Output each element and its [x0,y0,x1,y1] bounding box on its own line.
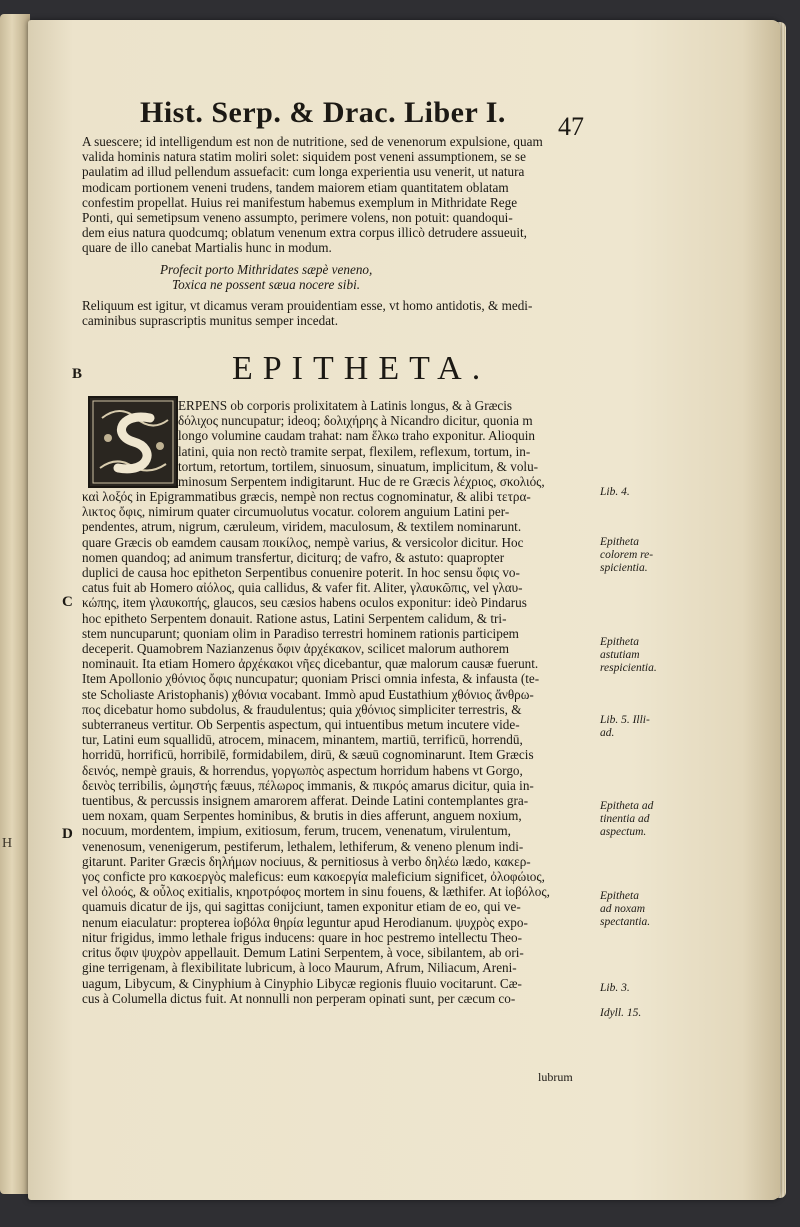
margin-note-line: Lib. 5. Illi- [600,714,650,726]
catchword: lubrum [538,1070,573,1084]
previous-page-edge [0,14,30,1194]
text-line: tuentibus, & percussis insignem amarorem afferat. Deinde Latini contemplantes gra- [82,793,529,809]
text-line: ste Scholiaste Aristophanis) χθόνια vocabant. Immò apud Eustathium χθόνιος ἄνθρω- [82,686,534,702]
text-line: κώπης, item γλαυκοπής, glaucos, seu cæsios habens oculos exponitur: ideò Pindarus [82,595,527,611]
margin-note-aspectum [600,800,670,839]
margin-note-line: Epitheta [600,536,639,548]
margin-note-line: ad. [600,727,615,739]
text-line: δεινὸς terribilis, ὠμηστής fæuus, πέλωρος immanis, & πικρός amarus dicitur, quia in- [82,777,534,793]
text-line: A suescere; id intelligendum est non de nutritione, sed de venenorum expulsione, quam [82,134,543,149]
margin-note-lib3 [600,982,670,1020]
decorated-initial-s [88,396,178,488]
text-line: uagum, Libycum, & Cinyphium à Cinyphio Libycæ regionis fluuio vocitarunt. Cæ- [82,975,522,991]
text-line: deceperit. Quamobrem Nazianzenus ὄφιν ἀρχέκακον, scilicet malorum authorem [82,641,509,657]
text-line: nitur frigidus, immo lethale frigus inducens: quare in hoc pestremo intellectu Theo- [82,929,522,945]
text-line: valida hominis natura statim moliri solet: siquidem post veneni assumptionem, se se [82,149,526,165]
margin-note-colorem [600,536,670,575]
text-line: δόλιχος nuncupatur; ideoq; δολιχήρης à Nicandro dicitur, quonia m [178,413,533,429]
margin-note-noxam [600,890,670,929]
running-title: Hist. Serp. & Drac. Liber I. [140,96,506,129]
left-page-fragment: H [2,836,13,851]
text-line: tur, Latini eum squallidū, atrocem, minacem, minantem, martiū, terrificū, horrendū, [82,732,523,748]
text-line: tortum, retortum, tortilem, sinuosum, sinuatum, implicitum, & volu- [178,458,539,474]
text-line: minosum Serpentem indigitarunt. Huc de re Græcis λέχριος, σκολιός, [178,474,545,490]
text-line: dem eius natura quodcumq; oblatum venenum extra corpus illicò detrudere assueuit, [82,225,527,241]
margin-note-line: Lib. 3. [600,982,630,994]
text-line: nominauit. Ita etiam Homero ἀρχέκακοι νῆες dicebantur, quæ malorum causæ fuerunt. [82,656,539,672]
margin-note-line: Epitheta ad [600,800,654,812]
ornament-initial-icon [90,398,176,486]
text-line: longo volumine caudam trahat: nam ἕλκω traho exponitur. Alioquin [178,428,536,444]
margin-note-astutiam [600,636,670,675]
text-line: Item Apollonio χθόνιος ὄφις nuncupatur; quoniam Prisci omnia infesta, & infausta (te- [82,671,540,687]
text-line: nocuum, mordentem, impium, exitiosum, ferum, trucem, venenatum, virulentum, [82,823,511,839]
text-line: nomen quandoq; ad animum transfertur, diciturq; de vafro, & astuto: quapropter [82,549,505,565]
text-line: Reliquum est igitur, vt dicamus veram prouidentiam esse, vt homo antidotis, & medi- [82,298,533,313]
text-line: paulatim ad illud pellendum assuefacit: cum longa experientia usu venerit, ut natura [82,164,525,180]
text-line: stem nuncuparunt; quoniam olim in Paradiso terrestri hominem rationis participem [82,625,519,641]
text-line: latini, quia non rectò tramite serpat, flexilem, reflexum, tortum, in- [178,443,531,459]
margin-note-lib5 [600,714,670,740]
margin-note-line: respicientia. [600,662,657,674]
verse-line: Toxica ne possent sæua nocere sibi. [172,277,361,293]
margin-note-line: Epitheta [600,636,639,648]
text-line: quamuis dicatur de ijs, qui sagittas conijciunt, tamen exponitur etiam de eo, qui ve- [82,899,521,915]
margin-note-line: ad noxam [600,903,646,915]
text-line: confestim propellat. Huius rei manifestum habemus exemplum in Mithridate Rege [82,194,518,210]
text-line: hoc epitheto Serpentem donauit. Ratione astus, Latini Serpentem calidum, & tri- [82,610,507,626]
text-line: vel ὀλοός, & οὖλος exitialis, κηροτρόφος mortem in sinu fouens, & læthifer. At ἰοβόλος, [82,884,550,900]
text-line: Ponti, qui semetipsum veneno assumpto, perimere volens, non potuit: quandoqui- [82,210,513,226]
text-line: γος conficte pro κακοεργὸς maleficus: eum κακοεργία maleficium significet, ὀλοφώιος, [82,869,545,885]
text-line: δεινός, nempè grauis, & horrendus, γοργωπὸς aspectum horridum habens vt Gorgo, [82,762,523,778]
epitheta-first-lines [178,398,592,489]
text-line: caminibus suprascriptis munitus semper incedat. [82,313,339,329]
section-marker-b: B [72,366,83,382]
text-line: quare de illo canebat Martialis hunc in modum. [82,240,332,256]
top-paragraph [82,134,592,256]
section-marker-c: C [62,594,73,610]
text-line: catus fuit ab Homero αἰόλος, quia callidus, & vafer fit. Aliter, γλαυκῶπις, vel γλαυ- [82,580,523,596]
text-line: critus ὄφιν ψυχρὸν appellauit. Demum Latini Serpentem, à voce, sibilantem, ab ori- [82,945,524,961]
margin-note-line: Lib. 4. [600,486,630,498]
text-line: cus à Columella dictus fuit. At nonnulli non perperam opinati sunt, per cæcum co- [82,990,516,1006]
margin-note-line: Idyll. 15. [600,1007,642,1019]
text-line: λικτος ὄφις, nimirum quater circumuolutus vocatur. colorem anguium Latini per- [82,504,510,520]
epitheta-body [82,489,592,1006]
section-marker-d: D [62,826,73,842]
text-line: ERPENS ob corporis prolixitatem à Latinis longus, & à Græcis [178,398,513,413]
margin-note-lib4 [600,486,670,499]
martial-verse [160,262,580,292]
margin-note-line: Epitheta [600,890,639,902]
margin-note-line: spectantia. [600,916,651,928]
text-line: duplici de causa hoc epitheton Serpentibus conuenire poterit. In hoc sensu ὄφις vo- [82,565,520,581]
text-line: subterraneus vertitur. Ob Serpentis aspectum, qui intuentibus metum incutere vide- [82,717,520,733]
text-line: gine terrigenam, à flexibilitate lubricum, à loco Maurum, Afrum, Niliacum, Areni- [82,960,517,976]
verse-line: Profecit porto Mithridates sæpè veneno, [160,262,373,277]
text-line: quare Græcis ob eamdem causam ποικίλος, nempè varius, & versicolor dicitur. Hoc [82,534,524,550]
text-line: πος dicebatur homo subdolus, & fraudulentus; quia χθόνιος simpliciter terrestris, & [82,701,522,717]
text-line: καὶ λοξός in Epigrammatibus græcis, nempè non rectus cognominatur, & alibi τετρα- [82,489,531,504]
text-line: pendentes, atrum, nigrum, cæruleum, viridem, maculosum, & textilem nominarunt. [82,519,522,535]
page-number: 47 [558,112,584,141]
text-line: modicam portionem veneni trudens, tandem maiorem etiam quantitatem oblatam [82,179,509,195]
text-line: nenum eiaculatur: propterea ἰοβόλα θηρία leguntur apud Herodianum. ψυχρὸς expo- [82,914,528,930]
text-line: venenosum, venenigerum, pestiferum, lethalem, lethiferum, & veneno plenum indi- [82,838,524,854]
margin-note-line: astutiam [600,649,640,661]
margin-note-line: aspectum. [600,826,647,838]
closing-paragraph [82,298,592,328]
section-title: EPITHETA. [232,350,491,387]
margin-note-line: tinentia ad [600,813,650,825]
margin-note-line: colorem re- [600,549,654,561]
text-line: horridū, horrificū, horribilē, formidabilem, dirū, & sæuū cognominarunt. Item Græcis [82,747,534,763]
text-line: gitarunt. Pariter Græcis δηλήμων nociuus, & pernitiosus à verbo δηλέω lædo, κακερ- [82,853,531,869]
text-line: uem noxam, quam Serpentes hominibus, & brutis in dies afferunt, anguem noxium, [82,808,522,824]
margin-note-line: spicientia. [600,562,648,574]
